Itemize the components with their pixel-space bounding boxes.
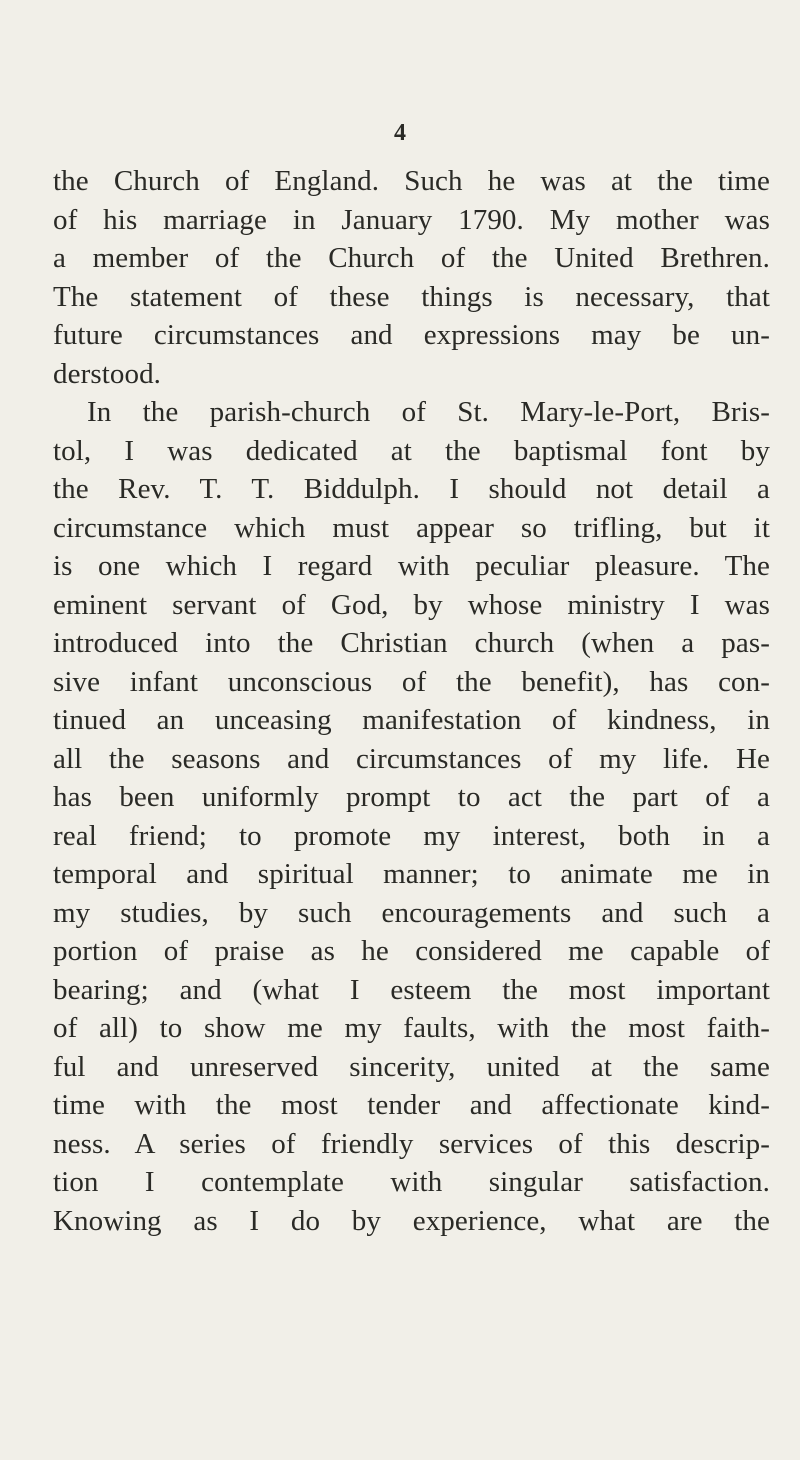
text-line: tion I contemplate with singular satisfaction. bbox=[53, 1166, 770, 1198]
text-line: future circumstances and expressions may be un- bbox=[53, 319, 770, 351]
text-line: ful and unreserved sincerity, united at the same bbox=[53, 1050, 770, 1083]
text-line: introduced into the Christian church (when a pas- bbox=[53, 627, 770, 659]
text-line: all the seasons and circumstances of my life. He bbox=[53, 742, 770, 775]
text-line: my studies, by such encouragements and such a bbox=[53, 896, 770, 929]
text-line: bearing; and (what I esteem the most important bbox=[53, 973, 770, 1006]
text-line: In the parish-church of St. Mary-le-Port, Bris- bbox=[87, 396, 770, 428]
text-line: the Rev. T. T. Biddulph. I should not detail a bbox=[53, 473, 770, 505]
text-line: real friend; to promote my interest, both in a bbox=[53, 819, 770, 852]
text-line: derstood. bbox=[53, 357, 162, 390]
page-number: 4 bbox=[394, 120, 406, 146]
text-line: circumstance which must appear so trifling, but it bbox=[53, 511, 770, 544]
text-line: ness. A series of friendly services of this descrip- bbox=[53, 1127, 770, 1160]
text-line: tinued an unceasing manifestation of kindness, in bbox=[53, 704, 770, 736]
text-line: eminent servant of God, by whose ministry I was bbox=[53, 588, 770, 621]
text-line: portion of praise as he considered me capable of bbox=[53, 935, 770, 967]
text-line: of his marriage in January 1790. My mother was bbox=[53, 203, 770, 236]
text-line: a member of the Church of the United Brethren. bbox=[53, 242, 770, 274]
text-line: time with the most tender and affectionate kind- bbox=[53, 1089, 770, 1121]
text-line: of all) to show me my faults, with the most faith- bbox=[53, 1012, 770, 1044]
text-line: The statement of these things is necessary, that bbox=[53, 280, 770, 313]
text-line: Knowing as I do by experience, what are the bbox=[53, 1204, 770, 1237]
text-line: temporal and spiritual manner; to animate me in bbox=[53, 858, 770, 890]
text-line: sive infant unconscious of the benefit), has con- bbox=[53, 665, 770, 698]
text-line: has been uniformly prompt to act the part of a bbox=[53, 781, 770, 813]
text-line: the Church of England. Such he was at the time bbox=[53, 165, 770, 197]
body-text bbox=[53, 162, 770, 1240]
text-line: tol, I was dedicated at the baptismal font by bbox=[53, 434, 770, 467]
text-line: is one which I regard with peculiar pleasure. The bbox=[53, 550, 770, 582]
